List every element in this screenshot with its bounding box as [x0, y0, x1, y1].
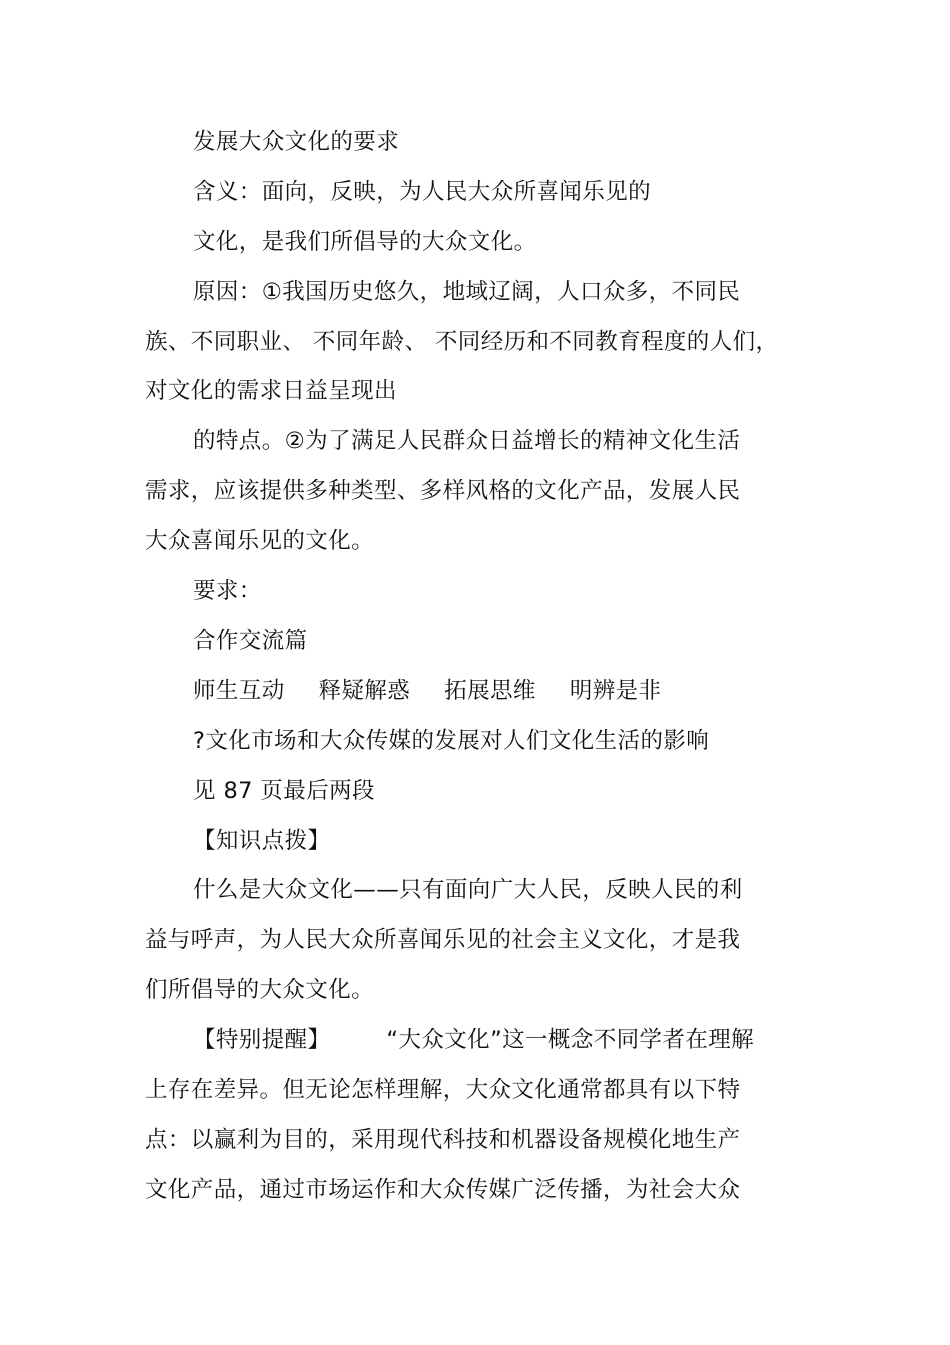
requirements-label: 要求： [193, 578, 262, 604]
paragraph-line: ?文化市场和大众传媒的发展对人们文化生活的影响 [193, 728, 710, 754]
special-reminder-label: 【特别提醒】 [193, 1027, 331, 1053]
tag-item: 拓展思维 [444, 678, 536, 704]
special-reminder-line [193, 1025, 754, 1055]
tag-item: 明辨是非 [569, 678, 662, 704]
paragraph-line: 点：以赢利为目的，采用现代科技和机器设备规模化地生产 [145, 1127, 741, 1153]
paragraph-line: 的特点。②为了满足人民群众日益增长的精神文化生活 [193, 428, 741, 454]
paragraph-line: 什么是大众文化——只有面向广大人民，反映人民的利 [193, 877, 743, 903]
special-reminder-text: “大众文化”这一概念不同学者在理解 [386, 1027, 755, 1053]
tag-item: 师生互动 [193, 678, 285, 704]
paragraph-line: 含义：面向，反映，为人民大众所喜闻乐见的 [193, 179, 652, 205]
paragraph-line: 文化，是我们所倡导的大众文化。 [193, 229, 537, 255]
knowledge-tip-label: 【知识点拨】 [193, 828, 331, 854]
paragraph-line: 文化产品，通过市场运作和大众传媒广泛传播，为社会大众 [145, 1177, 741, 1203]
section-heading: 发展大众文化的要求 [193, 129, 400, 155]
tag-item: 释疑解惑 [318, 678, 411, 704]
paragraph-line: 上存在差异。但无论怎样理解，大众文化通常都具有以下特 [145, 1077, 741, 1103]
paragraph-line: 大众喜闻乐见的文化。 [145, 528, 375, 554]
section-subheading: 合作交流篇 [193, 628, 308, 654]
tag-row [193, 676, 661, 706]
paragraph-line: 族、不同职业、 不同年龄、 不同经历和不同教育程度的人们， [145, 329, 779, 355]
paragraph-line: 对文化的需求日益呈现出 [145, 378, 397, 404]
paragraph-line: 们所倡导的大众文化。 [145, 977, 375, 1003]
paragraph-line: 需求，应该提供多种类型、多样风格的文化产品，发展人民 [145, 478, 741, 504]
paragraph-line: 见 87 页最后两段 [193, 778, 375, 804]
paragraph-line: 原因：①我国历史悠久，地域辽阔，人口众多，不同民 [193, 279, 741, 305]
paragraph-line: 益与呼声，为人民大众所喜闻乐见的社会主义文化，才是我 [145, 927, 741, 953]
